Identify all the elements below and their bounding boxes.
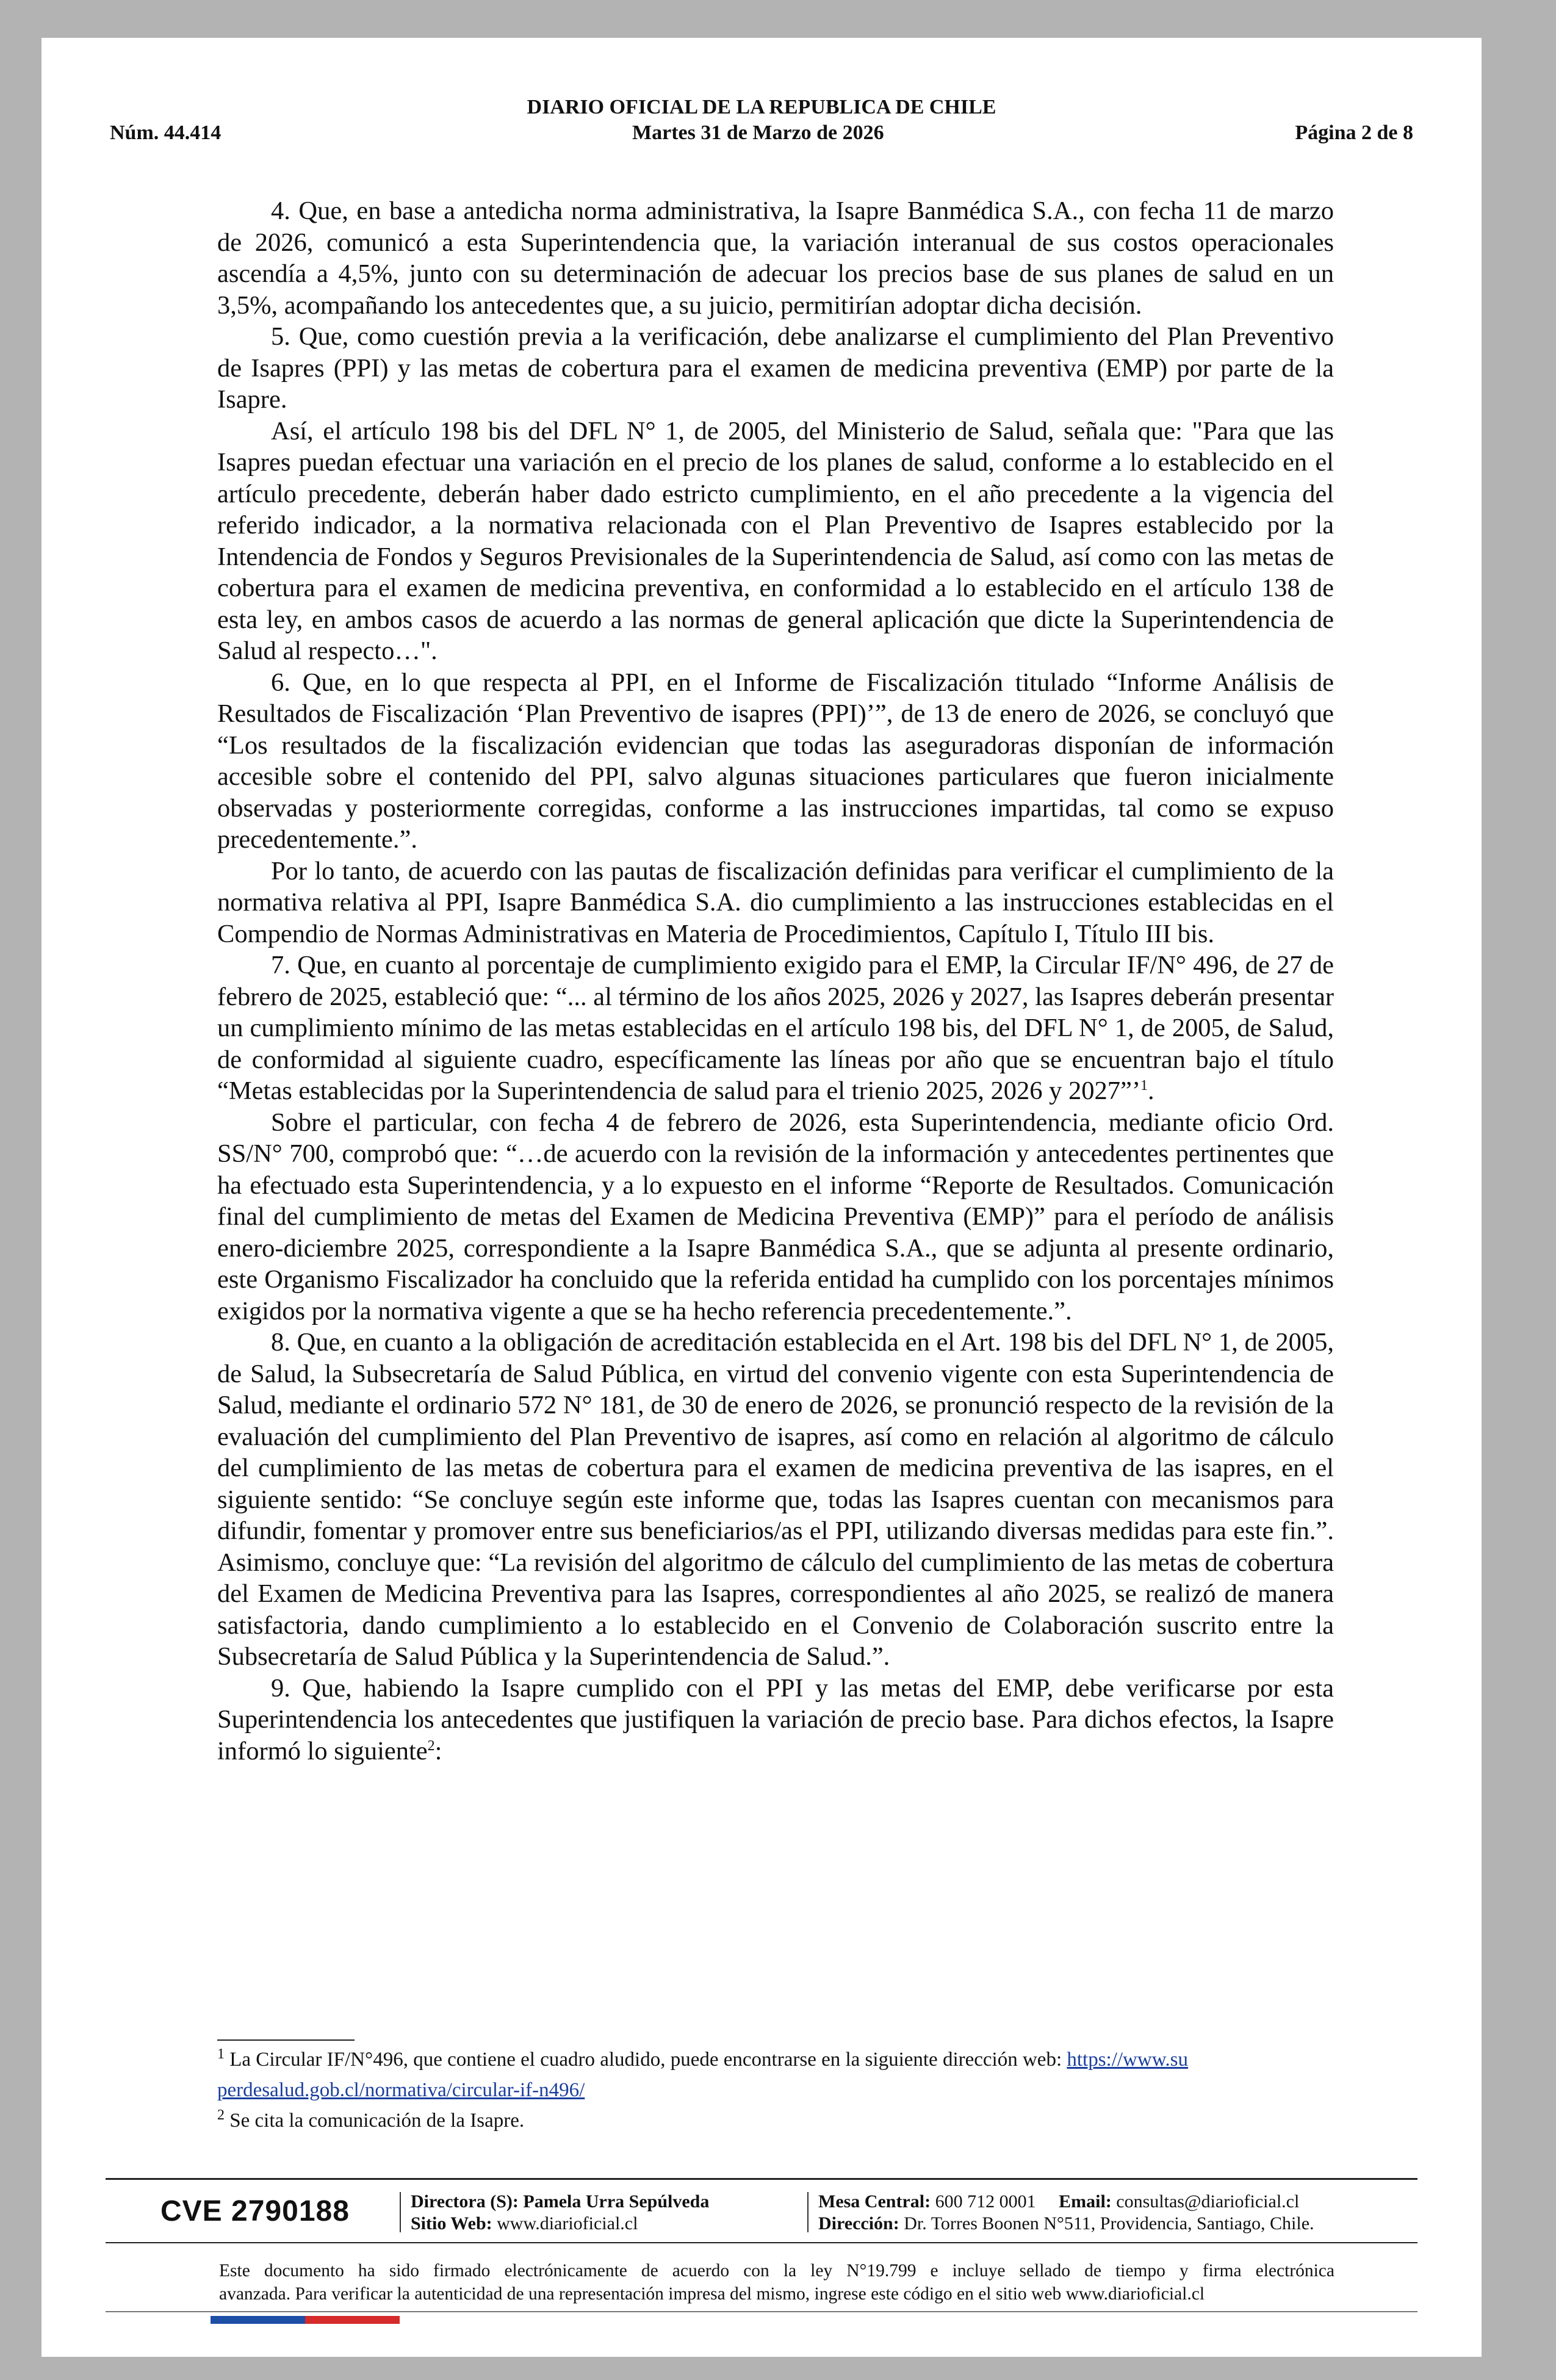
legal-line-2: avanzada. Para verificar la autenticidad de una representación impresa del mismo, ingrese este código en el sitio web www.diarioficial.cl [219, 2284, 1205, 2304]
circular-link-part-2: perdesalud.gob.cl/normativa/circular-if-n496/ [217, 2079, 585, 2101]
footnote-1 [217, 2044, 1334, 2105]
paragraph-6-conclusion: Por lo tanto, de acuerdo con las pautas de fiscalización definidas para verificar el cumplimiento de la normativa relativa al PPI, Isapre Banmédica S.A. dio cumplimiento a las instrucciones establecidas en el Compendio de Normas Administrativas en Materia de Procedimientos, Capítulo I, Título III bis. [217, 856, 1334, 948]
legal-notice [219, 2259, 1334, 2306]
issue-number: Núm. 44.414 [110, 121, 222, 144]
document-body [217, 195, 1334, 1767]
paragraph-6: 6. Que, en lo que respecta al PPI, en el Informe de Fiscalización titulado “Informe Análisis de Resultados de Fiscalización ‘Plan Preventivo de isapres (PPI)’”, de 13 de enero de 2026, se concluyó que “Los resultados de la fiscalización evidencian que todas las aseguradoras disponían de información accesible sobre el contenido del PPI, salvo algunas situaciones particulares que fueron inicialmente observadas y posteriormente corregidas, conforme a las instrucciones impartidas, tal como se expuso precedentemente.”. [217, 668, 1334, 854]
director-label: Directora (S): [411, 2191, 519, 2212]
page-number: Página 2 de 8 [1295, 121, 1413, 144]
cve-code: CVE 2790188 [160, 2195, 350, 2227]
footnote-2-text: Se cita la comunicación de la Isapre. [229, 2110, 525, 2132]
flag-blue-segment [211, 2316, 305, 2324]
paragraph-7-text: 7. Que, en cuanto al porcentaje de cumplimiento exigido para el EMP, la Circular IF/N° 496, de 27 de febrero de 2025, estableció que: “... al término de los años 2025, 2026 y 2027, las Isapres deberán presentar un cumplimiento mínimo de las metas establecidas en el artículo 198 bis, del DFL N° 1, de 2005, de Salud, de conformidad al siguiente cuadro, específicamente las líneas por año que se encuentran bajo el título “Metas establecidas por la Superintendencia de salud para el trienio 2025, 2026 y 2027”’ [217, 951, 1334, 1105]
footer-separator-1 [400, 2192, 401, 2232]
footer-bottom-rule [106, 2311, 1417, 2312]
footnote-2 [217, 2105, 1334, 2136]
phone-label: Mesa Central: [818, 2191, 931, 2212]
footnote-2-mark: 2 [217, 2107, 225, 2123]
footer-info [106, 2183, 1417, 2238]
footer-mid-rule [106, 2242, 1417, 2243]
footnote-1-text: La Circular IF/N°496, que contiene el cuadro aludido, puede encontrarse en la siguiente dirección web: [229, 2049, 1067, 2071]
director-name: Pamela Urra Sepúlveda [523, 2191, 710, 2212]
paragraph-7: 7. Que, en cuanto al porcentaje de cumplimiento exigido para el EMP, la Circular IF/N° 496, de 27 de febrero de 2025, estableció que: “... al término de los años 2025, 2026 y 2027, las Isapres deberán presentar un cumplimiento mínimo de las metas establecidas en el artículo 198 bis, del DFL N° 1, de 2005, de Salud, de conformidad al siguiente cuadro, específicamente las líneas por año que se encuentran bajo el título “Metas establecidas por la Superintendencia de salud para el trienio 2025, 2026 y 2027”’$^1$. [217, 951, 1334, 1105]
phone-value: 600 712 0001 [935, 2191, 1036, 2212]
paragraph-9: 9. Que, habiendo la Isapre cumplido con el PPI y las metas del EMP, debe verificarse por esta Superintendencia los antecedentes que justifiquen la variación de precio base. Para dichos efectos, la Isapre informó lo siguiente$^2$: [217, 1673, 1334, 1765]
header-row [110, 121, 1413, 145]
site-label: Sitio Web: [411, 2213, 492, 2234]
document-page [41, 38, 1482, 2357]
director-info [411, 2191, 709, 2235]
footer-separator-2 [807, 2192, 809, 2232]
paragraph-5-quote: Así, el artículo 198 bis del DFL N° 1, de 2005, del Ministerio de Salud, señala que: "Para que las Isapres puedan efectuar una variación en el precio de los planes de salud, conforme a lo establecido en el artículo precedente, deberán haber dado estricto cumplimiento, en el año precedente a la vigencia del referido indicador, a la normativa relacionada con el Plan Preventivo de Isapres establecido por la Intendencia de Fondos y Seguros Previsionales de la Superintendencia de Salud, así como con las metas de cobertura para el examen de medicina preventiva, en conformidad a lo establecido en el artículo 138 de esta ley, en ambos casos de acuerdo a las normas de general aplicación que dicte la Superintendencia de Salud al respecto…". [217, 416, 1334, 665]
newspaper-title: DIARIO OFICIAL DE LA REPUBLICA DE CHILE [527, 96, 996, 118]
paragraph-8: 8. Que, en cuanto a la obligación de acreditación establecida en el Art. 198 bis del DFL N° 1, de 2005, de Salud, la Subsecretaría de Salud Pública, en virtud del convenio vigente con esta Superintendencia de Salud, mediante el ordinario 572 N° 181, de 30 de enero de 2026, se pronunció respecto de la revisión de la evaluación del cumplimiento del Plan Preventivo de isapres, así como en relación al algoritmo de cálculo del cumplimiento de las metas de cobertura para el examen de medicina preventiva de las isapres, en el siguiente sentido: “Se concluye según este informe que, todas las Isapres cuentan con mecanismos para difundir, fomentar y promover entre sus beneficiarios/as el PPI, utilizando diversas medidas para este fin.”. Asimismo, concluye que: “La revisión del algoritmo de cálculo del cumplimiento de las metas de cobertura del Examen de Medicina Preventiva para las Isapres, correspondientes al año 2025, se realizó de manera satisfactoria, dando cumplimiento a lo establecido en el Convenio de Colaboración suscrito entre la Subsecretaría de Salud Pública y la Superintendencia de Salud.”. [217, 1328, 1334, 1671]
paragraph-9-text: 9. Que, habiendo la Isapre cumplido con el PPI y las metas del EMP, debe verificarse por esta Superintendencia los antecedentes que justifiquen la variación de precio base. Para dichos efectos, la Isapre informó lo siguiente [217, 1673, 1334, 1765]
footnote-ref-2: 2 [427, 1737, 435, 1754]
paragraph-4: 4. Que, en base a antedicha norma administrativa, la Isapre Banmédica S.A., con fecha 11 de marzo de 2026, comunicó a esta Superintendencia que, la variación interanual de sus costos operacionales ascendía a 4,5%, junto con su determinación de adecuar los precios base de sus planes de salud en un 3,5%, acompañando los antecedentes que, a su juicio, permitirían adoptar dicha decisión. [217, 197, 1334, 320]
footnote-ref-1: 1 [1140, 1077, 1148, 1094]
address-label: Dirección: [818, 2213, 899, 2234]
contact-info [818, 2191, 1314, 2235]
footer-top-rule [106, 2178, 1417, 2180]
paragraph-5: 5. Que, como cuestión previa a la verificación, debe analizarse el cumplimiento del Plan Preventivo de Isapres (PPI) y las metas de cobertura para el examen de medicina preventiva (EMP) por parte de la Isapre. [217, 322, 1334, 414]
flag-red-segment [305, 2316, 400, 2324]
site-value: www.diarioficial.cl [497, 2213, 638, 2234]
address-value: Dr. Torres Boonen N°511, Providencia, Santiago, Chile. [904, 2213, 1314, 2234]
email-label: Email: [1059, 2191, 1112, 2212]
chile-flag-stripe [211, 2316, 400, 2324]
circular-link-part-1: https://www.su [1067, 2049, 1189, 2071]
legal-line-1: Este documento ha sido firmado electrónicamente de acuerdo con la ley N°19.799 e incluye sellado de tiempo y firma electrónica [219, 2261, 1334, 2281]
footnote-divider [217, 2039, 355, 2041]
paragraph-7-particular: Sobre el particular, con fecha 4 de febrero de 2026, esta Superintendencia, mediante oficio Ord. SS/N° 700, comprobó que: “…de acuerdo con la revisión de la información y antecedentes pertinentes que ha efectuado esta Superintendencia, y a lo expuesto en el informe “Reporte de Resultados. Comunicación final del cumplimiento de metas del Examen de Medicina Preventiva (EMP)” para el período de análisis enero-diciembre 2025, correspondiente a la Isapre Banmédica S.A., que se adjunta al presente ordinario, este Organismo Fiscalizador ha concluido que la referida entidad ha cumplido con los porcentajes mínimos exigidos por la normativa vigente a que se ha hecho referencia precedentemente.”. [217, 1108, 1334, 1325]
footnote-1-mark: 1 [217, 2046, 225, 2062]
email-value: consultas@diarioficial.cl [1116, 2191, 1300, 2212]
issue-date: Martes 31 de Marzo de 2026 [632, 121, 884, 144]
footnotes [217, 2044, 1334, 2136]
